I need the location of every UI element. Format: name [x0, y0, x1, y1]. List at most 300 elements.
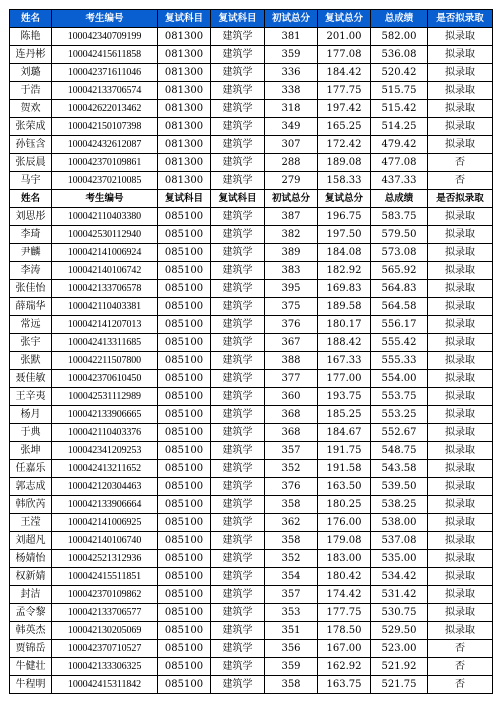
table-row	[10, 172, 493, 190]
cell-initial-score: 377	[265, 370, 318, 388]
cell-subject-name: 建筑学	[211, 424, 265, 442]
cell-admission-status: 拟录取	[428, 478, 493, 496]
cell-subject-name: 建筑学	[211, 460, 265, 478]
cell-name: 马宇	[10, 172, 52, 190]
table-row	[10, 496, 493, 514]
cell-name: 尹麟	[10, 244, 52, 262]
header-subject-name: 复试科目	[211, 190, 265, 208]
cell-admission-status: 拟录取	[428, 46, 493, 64]
cell-initial-score: 357	[265, 442, 318, 460]
cell-retest-score: 183.00	[318, 550, 371, 568]
cell-name: 陈艳	[10, 28, 52, 46]
cell-admission-status: 拟录取	[428, 496, 493, 514]
cell-subject-name: 建筑学	[211, 568, 265, 586]
cell-total-score: 479.42	[371, 136, 428, 154]
cell-initial-score: 358	[265, 676, 318, 694]
cell-subject-code: 085100	[158, 622, 211, 640]
header-subject-code: 复试科目	[158, 190, 211, 208]
cell-admission-status: 拟录取	[428, 298, 493, 316]
cell-subject-name: 建筑学	[211, 316, 265, 334]
cell-exam-id: 100042110403376	[52, 424, 158, 442]
cell-initial-score: 367	[265, 334, 318, 352]
cell-initial-score: 389	[265, 244, 318, 262]
cell-subject-name: 建筑学	[211, 496, 265, 514]
cell-admission-status: 拟录取	[428, 532, 493, 550]
cell-subject-name: 建筑学	[211, 514, 265, 532]
cell-subject-code: 085100	[158, 550, 211, 568]
cell-initial-score: 352	[265, 550, 318, 568]
cell-total-score: 477.08	[371, 154, 428, 172]
cell-name: 常远	[10, 316, 52, 334]
cell-subject-code: 081300	[158, 46, 211, 64]
cell-admission-status: 拟录取	[428, 550, 493, 568]
cell-exam-id: 100042141207013	[52, 316, 158, 334]
cell-subject-code: 081300	[158, 100, 211, 118]
cell-exam-id: 100042370109861	[52, 154, 158, 172]
cell-name: 韩欣芮	[10, 496, 52, 514]
cell-total-score: 553.75	[371, 388, 428, 406]
cell-name: 任嘉乐	[10, 460, 52, 478]
cell-total-score: 520.42	[371, 64, 428, 82]
cell-initial-score: 318	[265, 100, 318, 118]
cell-subject-name: 建筑学	[211, 478, 265, 496]
header-total-score: 总成绩	[371, 10, 428, 28]
cell-total-score: 564.83	[371, 280, 428, 298]
cell-total-score: 538.00	[371, 514, 428, 532]
table-row	[10, 28, 493, 46]
cell-subject-code: 085100	[158, 442, 211, 460]
cell-subject-code: 085100	[158, 334, 211, 352]
table-row	[10, 136, 493, 154]
cell-admission-status: 拟录取	[428, 334, 493, 352]
cell-name: 张宇	[10, 334, 52, 352]
cell-retest-score: 163.50	[318, 478, 371, 496]
cell-retest-score: 180.25	[318, 496, 371, 514]
cell-retest-score: 180.17	[318, 316, 371, 334]
cell-name: 刘思彤	[10, 208, 52, 226]
cell-retest-score: 177.00	[318, 370, 371, 388]
cell-name: 牛程明	[10, 676, 52, 694]
cell-total-score: 556.17	[371, 316, 428, 334]
table-row	[10, 46, 493, 64]
cell-subject-code: 085100	[158, 352, 211, 370]
cell-subject-name: 建筑学	[211, 298, 265, 316]
table-row	[10, 262, 493, 280]
cell-exam-id: 100042340709199	[52, 28, 158, 46]
cell-total-score: 536.08	[371, 46, 428, 64]
cell-name: 张辰晨	[10, 154, 52, 172]
cell-total-score: 537.08	[371, 532, 428, 550]
cell-retest-score: 177.08	[318, 46, 371, 64]
cell-initial-score: 388	[265, 352, 318, 370]
cell-initial-score: 351	[265, 622, 318, 640]
table-row	[10, 154, 493, 172]
cell-total-score: 554.00	[371, 370, 428, 388]
cell-name: 孙钰含	[10, 136, 52, 154]
cell-initial-score: 307	[265, 136, 318, 154]
cell-retest-score: 179.08	[318, 532, 371, 550]
table-row	[10, 100, 493, 118]
cell-exam-id: 100042133906664	[52, 496, 158, 514]
cell-subject-name: 建筑学	[211, 208, 265, 226]
cell-subject-code: 085100	[158, 676, 211, 694]
cell-total-score: 534.42	[371, 568, 428, 586]
cell-total-score: 529.50	[371, 622, 428, 640]
table-row	[10, 244, 493, 262]
table-row	[10, 514, 493, 532]
cell-admission-status: 拟录取	[428, 280, 493, 298]
cell-exam-id: 100042133706578	[52, 280, 158, 298]
cell-exam-id: 100042110403380	[52, 208, 158, 226]
cell-exam-id: 100042370710527	[52, 640, 158, 658]
cell-retest-score: 185.25	[318, 406, 371, 424]
cell-subject-code: 085100	[158, 298, 211, 316]
cell-initial-score: 352	[265, 460, 318, 478]
cell-retest-score: 167.33	[318, 352, 371, 370]
table-row	[10, 316, 493, 334]
header-name: 姓名	[10, 190, 52, 208]
header-exam-id: 考生编号	[52, 10, 158, 28]
header-exam-id: 考生编号	[52, 190, 158, 208]
cell-exam-id: 100042133306325	[52, 658, 158, 676]
cell-total-score: 521.75	[371, 676, 428, 694]
cell-total-score: 564.58	[371, 298, 428, 316]
cell-subject-name: 建筑学	[211, 280, 265, 298]
cell-retest-score: 176.00	[318, 514, 371, 532]
cell-retest-score: 178.50	[318, 622, 371, 640]
cell-exam-id: 100042140106740	[52, 532, 158, 550]
cell-name: 薛瑞华	[10, 298, 52, 316]
cell-total-score: 514.25	[371, 118, 428, 136]
cell-name: 王滢	[10, 514, 52, 532]
cell-retest-score: 191.58	[318, 460, 371, 478]
cell-exam-id: 100042133706577	[52, 604, 158, 622]
cell-total-score: 553.25	[371, 406, 428, 424]
cell-name: 孟令黎	[10, 604, 52, 622]
cell-retest-score: 180.42	[318, 568, 371, 586]
table-body	[10, 10, 493, 694]
cell-retest-score: 188.42	[318, 334, 371, 352]
cell-initial-score: 383	[265, 262, 318, 280]
cell-retest-score: 165.25	[318, 118, 371, 136]
cell-exam-id: 100042415311842	[52, 676, 158, 694]
cell-total-score: 543.58	[371, 460, 428, 478]
cell-retest-score: 174.42	[318, 586, 371, 604]
cell-total-score: 523.00	[371, 640, 428, 658]
cell-subject-code: 085100	[158, 658, 211, 676]
cell-exam-id: 100042371611046	[52, 64, 158, 82]
cell-exam-id: 100042531112989	[52, 388, 158, 406]
table-row	[10, 352, 493, 370]
cell-admission-status: 拟录取	[428, 460, 493, 478]
cell-name: 于浩	[10, 82, 52, 100]
cell-name: 权新婧	[10, 568, 52, 586]
header-admission-status: 是否拟录取	[428, 10, 493, 28]
cell-subject-name: 建筑学	[211, 136, 265, 154]
cell-admission-status: 拟录取	[428, 442, 493, 460]
header-retest-score: 复试总分	[318, 190, 371, 208]
cell-exam-id: 100042133906665	[52, 406, 158, 424]
cell-retest-score: 184.67	[318, 424, 371, 442]
cell-admission-status: 拟录取	[428, 244, 493, 262]
cell-subject-code: 085100	[158, 586, 211, 604]
table-row	[10, 406, 493, 424]
cell-subject-code: 085100	[158, 262, 211, 280]
cell-subject-code: 085100	[158, 478, 211, 496]
table-row	[10, 568, 493, 586]
cell-total-score: 548.75	[371, 442, 428, 460]
table-row	[10, 460, 493, 478]
cell-exam-id: 100042622013462	[52, 100, 158, 118]
cell-initial-score: 375	[265, 298, 318, 316]
cell-initial-score: 376	[265, 478, 318, 496]
cell-total-score: 565.92	[371, 262, 428, 280]
cell-name: 张坤	[10, 442, 52, 460]
cell-admission-status: 拟录取	[428, 604, 493, 622]
cell-subject-code: 081300	[158, 82, 211, 100]
cell-subject-code: 085100	[158, 514, 211, 532]
table-row	[10, 676, 493, 694]
cell-total-score: 555.42	[371, 334, 428, 352]
cell-subject-name: 建筑学	[211, 172, 265, 190]
cell-name: 李琦	[10, 226, 52, 244]
cell-total-score: 582.00	[371, 28, 428, 46]
header-initial-score: 初试总分	[265, 10, 318, 28]
cell-retest-score: 193.75	[318, 388, 371, 406]
cell-retest-score: 201.00	[318, 28, 371, 46]
cell-exam-id: 100042415511851	[52, 568, 158, 586]
cell-retest-score: 196.75	[318, 208, 371, 226]
cell-subject-name: 建筑学	[211, 82, 265, 100]
cell-admission-status: 拟录取	[428, 136, 493, 154]
header-subject-name: 复试科目	[211, 10, 265, 28]
cell-name: 贾锦岳	[10, 640, 52, 658]
cell-name: 张佳怡	[10, 280, 52, 298]
cell-initial-score: 358	[265, 496, 318, 514]
cell-exam-id: 100042120304463	[52, 478, 158, 496]
cell-name: 聂佳敏	[10, 370, 52, 388]
table-row	[10, 298, 493, 316]
cell-retest-score: 184.42	[318, 64, 371, 82]
cell-total-score: 515.75	[371, 82, 428, 100]
cell-initial-score: 354	[265, 568, 318, 586]
cell-subject-name: 建筑学	[211, 370, 265, 388]
cell-exam-id: 100042211507800	[52, 352, 158, 370]
header-row	[10, 10, 493, 28]
cell-retest-score: 197.42	[318, 100, 371, 118]
cell-retest-score: 177.75	[318, 604, 371, 622]
cell-subject-name: 建筑学	[211, 676, 265, 694]
cell-admission-status: 拟录取	[428, 28, 493, 46]
cell-subject-name: 建筑学	[211, 28, 265, 46]
cell-initial-score: 288	[265, 154, 318, 172]
table-row	[10, 640, 493, 658]
cell-subject-code: 081300	[158, 172, 211, 190]
cell-subject-code: 085100	[158, 208, 211, 226]
cell-subject-name: 建筑学	[211, 100, 265, 118]
cell-retest-score: 172.42	[318, 136, 371, 154]
header-name: 姓名	[10, 10, 52, 28]
cell-admission-status: 拟录取	[428, 406, 493, 424]
cell-subject-code: 085100	[158, 280, 211, 298]
cell-exam-id: 100042413311685	[52, 334, 158, 352]
cell-initial-score: 356	[265, 640, 318, 658]
cell-initial-score: 381	[265, 28, 318, 46]
cell-admission-status: 拟录取	[428, 316, 493, 334]
cell-subject-code: 081300	[158, 28, 211, 46]
cell-exam-id: 100042341209253	[52, 442, 158, 460]
cell-initial-score: 368	[265, 424, 318, 442]
cell-subject-code: 085100	[158, 640, 211, 658]
cell-subject-name: 建筑学	[211, 244, 265, 262]
cell-subject-name: 建筑学	[211, 604, 265, 622]
cell-subject-code: 085100	[158, 316, 211, 334]
table-row	[10, 388, 493, 406]
cell-retest-score: 197.50	[318, 226, 371, 244]
cell-name: 刘璐	[10, 64, 52, 82]
header-admission-status: 是否拟录取	[428, 190, 493, 208]
cell-initial-score: 358	[265, 532, 318, 550]
cell-admission-status: 拟录取	[428, 424, 493, 442]
cell-name: 牛健壮	[10, 658, 52, 676]
cell-initial-score: 338	[265, 82, 318, 100]
cell-subject-name: 建筑学	[211, 64, 265, 82]
cell-subject-name: 建筑学	[211, 550, 265, 568]
cell-retest-score: 177.75	[318, 82, 371, 100]
cell-exam-id: 100042413211652	[52, 460, 158, 478]
cell-total-score: 515.42	[371, 100, 428, 118]
cell-retest-score: 167.00	[318, 640, 371, 658]
table-row	[10, 604, 493, 622]
cell-retest-score: 163.75	[318, 676, 371, 694]
cell-admission-status: 否	[428, 154, 493, 172]
table-row	[10, 82, 493, 100]
table-row	[10, 280, 493, 298]
cell-retest-score: 182.92	[318, 262, 371, 280]
table-row	[10, 658, 493, 676]
cell-name: 李涛	[10, 262, 52, 280]
cell-admission-status: 拟录取	[428, 208, 493, 226]
cell-name: 韩英杰	[10, 622, 52, 640]
cell-exam-id: 100042530112940	[52, 226, 158, 244]
table-row	[10, 208, 493, 226]
cell-name: 刘超凡	[10, 532, 52, 550]
cell-retest-score: 184.08	[318, 244, 371, 262]
cell-subject-name: 建筑学	[211, 262, 265, 280]
admission-results-table	[9, 9, 493, 694]
cell-admission-status: 拟录取	[428, 118, 493, 136]
cell-initial-score: 349	[265, 118, 318, 136]
cell-initial-score: 395	[265, 280, 318, 298]
cell-subject-name: 建筑学	[211, 442, 265, 460]
cell-admission-status: 拟录取	[428, 352, 493, 370]
cell-retest-score: 189.58	[318, 298, 371, 316]
cell-subject-code: 085100	[158, 460, 211, 478]
cell-admission-status: 拟录取	[428, 568, 493, 586]
table-row	[10, 622, 493, 640]
cell-exam-id: 100042370610450	[52, 370, 158, 388]
cell-retest-score: 162.92	[318, 658, 371, 676]
table-row	[10, 532, 493, 550]
header-subject-code: 复试科目	[158, 10, 211, 28]
cell-exam-id: 100042110403381	[52, 298, 158, 316]
cell-admission-status: 拟录取	[428, 514, 493, 532]
cell-admission-status: 拟录取	[428, 100, 493, 118]
cell-total-score: 539.50	[371, 478, 428, 496]
cell-initial-score: 387	[265, 208, 318, 226]
cell-admission-status: 拟录取	[428, 388, 493, 406]
cell-total-score: 531.42	[371, 586, 428, 604]
cell-subject-code: 085100	[158, 226, 211, 244]
cell-retest-score: 189.08	[318, 154, 371, 172]
cell-subject-name: 建筑学	[211, 118, 265, 136]
cell-total-score: 521.92	[371, 658, 428, 676]
section-header-row	[10, 190, 493, 208]
cell-total-score: 530.75	[371, 604, 428, 622]
cell-admission-status: 否	[428, 172, 493, 190]
cell-name: 王辛夷	[10, 388, 52, 406]
header-total-score: 总成绩	[371, 190, 428, 208]
cell-subject-name: 建筑学	[211, 352, 265, 370]
cell-subject-name: 建筑学	[211, 46, 265, 64]
cell-subject-code: 085100	[158, 406, 211, 424]
cell-exam-id: 100042370210085	[52, 172, 158, 190]
cell-admission-status: 否	[428, 658, 493, 676]
cell-subject-code: 085100	[158, 244, 211, 262]
cell-admission-status: 拟录取	[428, 262, 493, 280]
cell-subject-code: 081300	[158, 154, 211, 172]
cell-subject-code: 085100	[158, 568, 211, 586]
table-row	[10, 118, 493, 136]
cell-retest-score: 169.83	[318, 280, 371, 298]
cell-admission-status: 否	[428, 640, 493, 658]
cell-total-score: 555.33	[371, 352, 428, 370]
table-row	[10, 478, 493, 496]
table-row	[10, 64, 493, 82]
cell-initial-score: 359	[265, 658, 318, 676]
header-retest-score: 复试总分	[318, 10, 371, 28]
cell-name: 张默	[10, 352, 52, 370]
cell-subject-code: 085100	[158, 532, 211, 550]
header-initial-score: 初试总分	[265, 190, 318, 208]
cell-initial-score: 359	[265, 46, 318, 64]
cell-name: 贺欢	[10, 100, 52, 118]
cell-admission-status: 拟录取	[428, 586, 493, 604]
cell-exam-id: 100042432612087	[52, 136, 158, 154]
cell-subject-code: 085100	[158, 370, 211, 388]
cell-admission-status: 拟录取	[428, 226, 493, 244]
table-row	[10, 226, 493, 244]
cell-exam-id: 100042133706574	[52, 82, 158, 100]
cell-subject-code: 085100	[158, 388, 211, 406]
cell-subject-name: 建筑学	[211, 334, 265, 352]
cell-subject-name: 建筑学	[211, 388, 265, 406]
cell-total-score: 538.25	[371, 496, 428, 514]
cell-name: 杨婧怡	[10, 550, 52, 568]
cell-admission-status: 拟录取	[428, 64, 493, 82]
cell-name: 郭志成	[10, 478, 52, 496]
cell-name: 连丹彬	[10, 46, 52, 64]
cell-subject-name: 建筑学	[211, 622, 265, 640]
cell-total-score: 583.75	[371, 208, 428, 226]
cell-subject-code: 081300	[158, 118, 211, 136]
table-row	[10, 442, 493, 460]
cell-total-score: 579.50	[371, 226, 428, 244]
cell-exam-id: 100042150107398	[52, 118, 158, 136]
cell-initial-score: 362	[265, 514, 318, 532]
cell-exam-id: 100042521312936	[52, 550, 158, 568]
cell-admission-status: 否	[428, 676, 493, 694]
